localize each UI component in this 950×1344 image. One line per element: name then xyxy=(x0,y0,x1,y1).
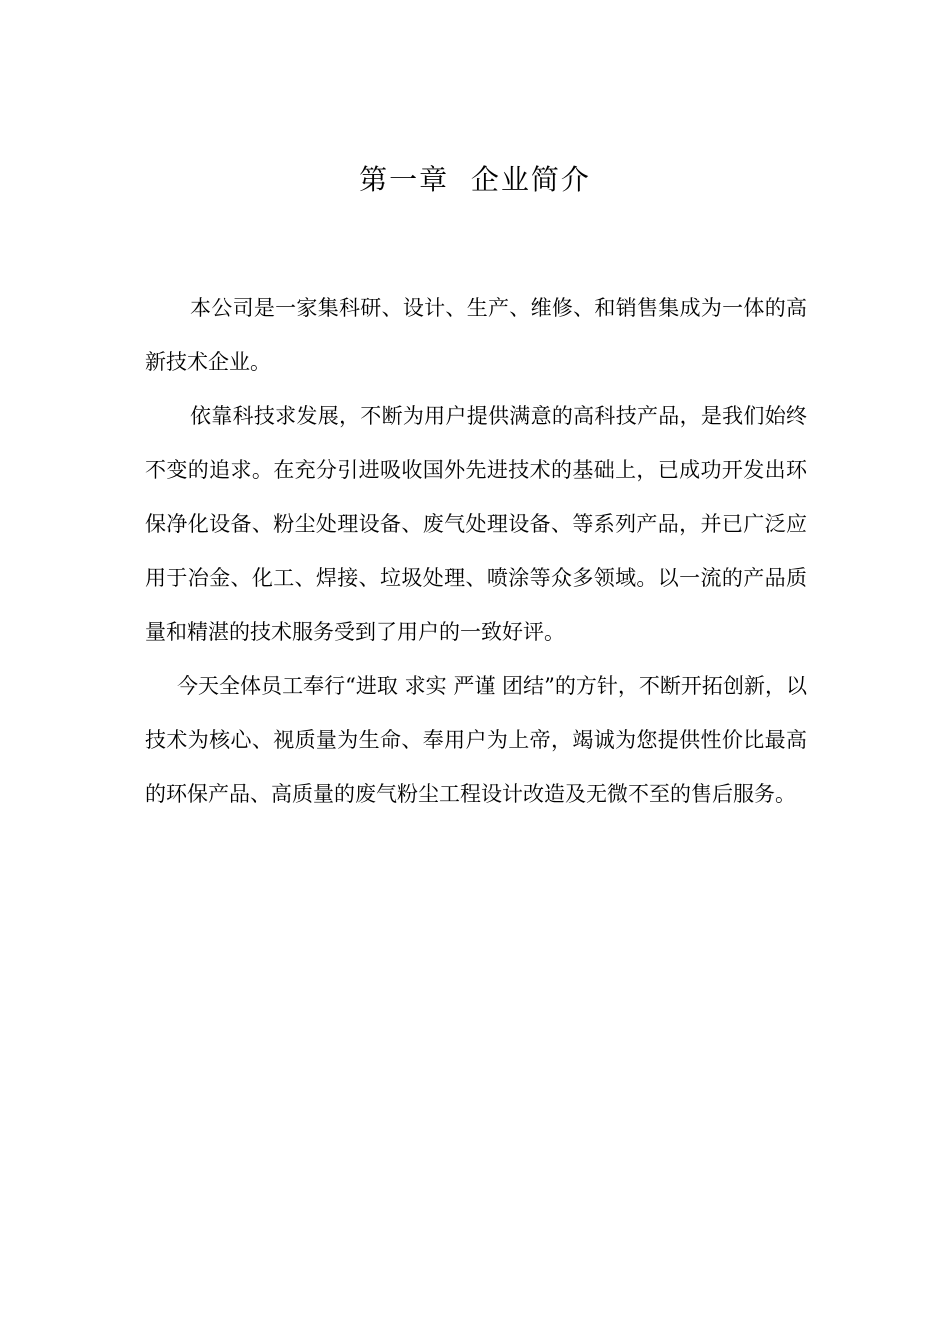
paragraph-mission: 今天全体员工奉行“进取 求实 严谨 团结”的方针，不断开拓创新，以技术为核心、视质量为生命、奉用户为上帝，竭诚为您提供性价比最高的环保产品、高质量的废气粉尘工程设计改造及无微不至的售后服务。 xyxy=(145,674,807,806)
chapter-title: 第一章 企业简介 xyxy=(359,163,591,196)
paragraph-products: 依靠科技求发展，不断为用户提供满意的高科技产品，是我们始终不变的追求。在充分引进吸收国外先进技术的基础上，已成功开发出环保净化设备、粉尘处理设备、废气处理设备、等系列产品，并已广泛应用于冶金、化工、焊接、垃圾处理、喷涂等众多领域。以一流的产品质量和精湛的技术服务受到了用户的一致好评。 xyxy=(145,404,807,644)
paragraph-company-intro: 本公司是一家集科研、设计、生产、维修、和销售集成为一体的高新技术企业。 xyxy=(145,296,807,374)
body-text xyxy=(145,281,807,821)
